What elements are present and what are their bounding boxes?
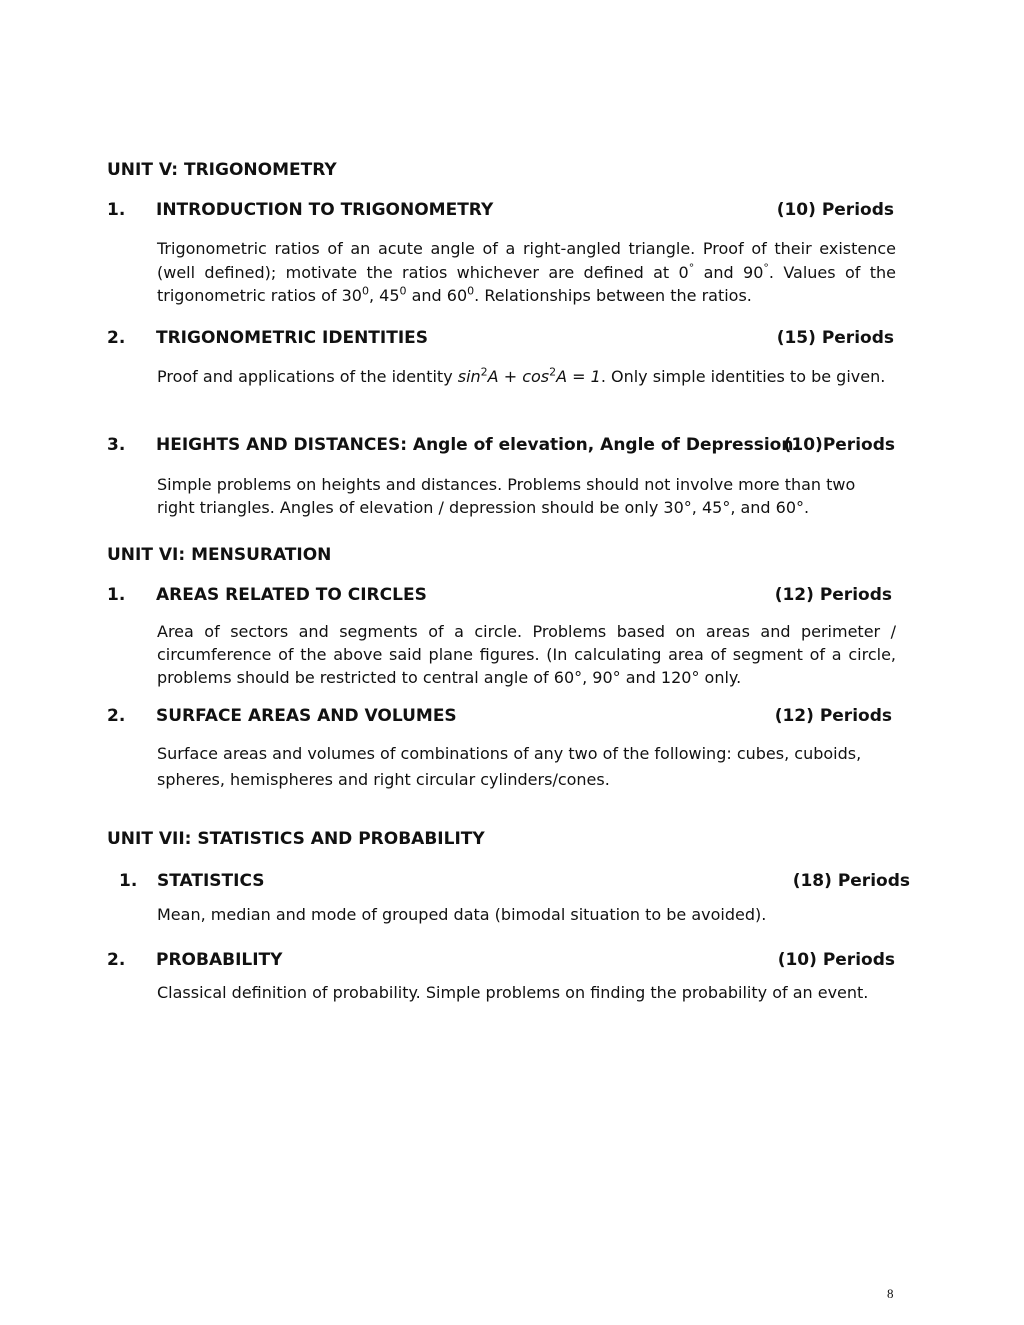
unit-5-title: UNIT V: TRIGONOMETRY [107, 160, 337, 180]
topic-description: Classical definition of probability. Simple problems on finding the probability of an event. [157, 983, 869, 1002]
topic-number: 1. [107, 585, 126, 605]
page-number: 8 [887, 1286, 894, 1301]
topic-number: 2. [107, 328, 126, 348]
topic-periods: (12) Periods [774, 706, 892, 726]
topic-periods: (10) Periods [776, 200, 894, 220]
topic-number: 1. [119, 871, 138, 891]
topic-trigonometric-identities [107, 328, 895, 350]
topic-description: Proof and applications of the identity $\sin^2A + \cos^2A = 1$. Only simple identities to be given. [157, 365, 886, 386]
unit-7-title: UNIT VII: STATISTICS AND PROBABILITY [107, 829, 485, 849]
topic-name: PROBABILITY [156, 950, 283, 970]
topic-name: INTRODUCTION TO TRIGONOMETRY [156, 200, 494, 220]
topic-description: Trigonometric ratios of an acute angle of a right-angled triangle. Proof of their existence (well defined); motivate the ratios whichever are defined at 0° and 90°. Values of the trigonometric ratios of $30^0$, $45^0$ and $60^0$. Relationships between the ratios. [157, 239, 896, 305]
topic-statistics [119, 871, 910, 893]
topic-name: AREAS RELATED TO CIRCLES [156, 585, 427, 605]
topic-name: SURFACE AREAS AND VOLUMES [156, 706, 457, 726]
topic-periods: (18) Periods [792, 871, 910, 891]
topic-number: 2. [107, 950, 126, 970]
topic-description: Mean, median and mode of grouped data (bimodal situation to be avoided). [157, 905, 767, 924]
topic-name: TRIGONOMETRIC IDENTITIES [156, 328, 429, 348]
topic-description: Simple problems on heights and distances. Problems should not involve more than two right triangles. Angles of elevation / depression should be only 30°, 45°, and 60°. [157, 475, 856, 517]
topic-periods: (15) Periods [776, 328, 894, 348]
topic-number: 1. [107, 200, 126, 220]
topic-probability [107, 950, 895, 972]
topic-name: HEIGHTS AND DISTANCES: Angle of elevation, Angle of Depression. [156, 435, 800, 455]
topic-surface-areas-and-volumes [107, 706, 895, 728]
topic-intro-trigonometry [107, 200, 895, 222]
topic-number: 2. [107, 706, 126, 726]
unit-6-title: UNIT VI: MENSURATION [107, 545, 332, 565]
topic-description: Area of sectors and segments of a circle. Problems based on areas and perimeter / circumference of the above said plane figures. (In calculating area of segment of a circle, problems should be restricted to central angle of 60°, 90° and 120° only. [157, 622, 896, 687]
topic-periods: (10)Periods [783, 435, 895, 455]
topic-periods: (10) Periods [777, 950, 895, 970]
topic-number: 3. [107, 435, 126, 455]
topic-periods: (12) Periods [774, 585, 892, 605]
topic-areas-related-to-circles [107, 585, 895, 607]
topic-heights-and-distances [107, 435, 895, 457]
topic-description: Surface areas and volumes of combinations of any two of the following: cubes, cuboids, spheres, hemispheres and right circular cylinders/cones. [157, 744, 862, 789]
topic-name: STATISTICS [157, 871, 265, 891]
